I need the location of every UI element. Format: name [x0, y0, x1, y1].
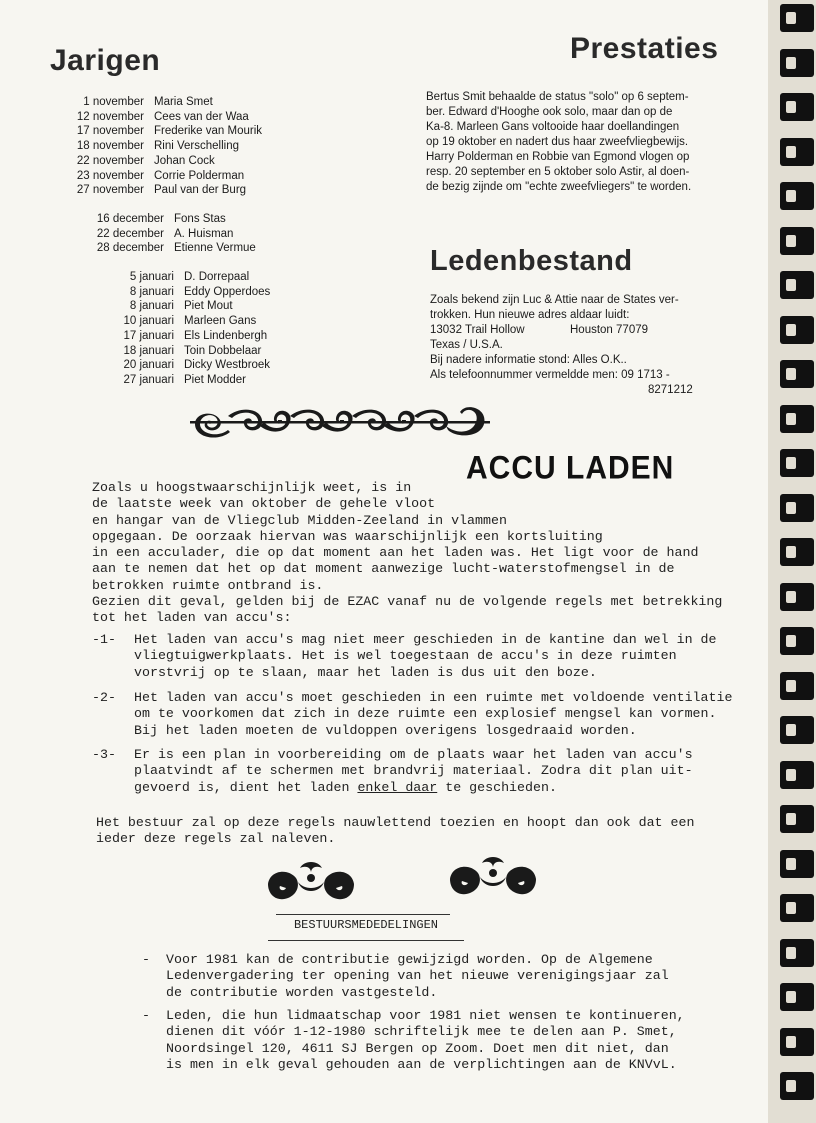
text-line: Zoals bekend zijn Luc & Attie naar de States ver- — [430, 294, 679, 306]
birthday-date: 22 november — [76, 154, 144, 167]
birthday-date: 18 november — [76, 140, 144, 153]
birthday-name: Etienne Vermue — [174, 242, 256, 255]
text-line: om te voorkomen dat zich in deze ruimte een explosief mengsel kan vormen. — [134, 706, 717, 722]
binding-ring — [780, 1072, 814, 1100]
birthday-name: Toin Dobbelaar — [184, 344, 262, 357]
bullet-dash: - — [142, 1008, 150, 1023]
birthday-date: 8 januari — [129, 300, 174, 313]
prestaties-text — [426, 90, 746, 195]
text-line: de laatste week van oktober de gehele vloot — [92, 496, 436, 512]
birthday-name: Corrie Polderman — [154, 169, 245, 182]
text-line: vliegtuigwerkplaats. Het is wel toegestaan de accu's in deze ruimten — [134, 648, 677, 664]
binding-ring — [780, 316, 814, 344]
text-line: resp. 20 september en 5 oktober solo Astir, al doen- — [426, 166, 690, 178]
text-line: op 19 oktober en nadert dus haar zweefvliegbewijs. — [426, 136, 689, 148]
text-line: de contributie worden vastgesteld. — [166, 984, 438, 1000]
glider-emblem-icon — [448, 855, 538, 899]
rule-number: -1- — [92, 632, 116, 647]
birthday-date: 8 januari — [129, 285, 174, 298]
binding-ring — [780, 449, 814, 477]
birthday-date: 1 november — [83, 96, 144, 108]
rule-number: -3- — [92, 747, 116, 762]
binding-ring — [780, 494, 814, 522]
birthday-list-november — [60, 95, 262, 198]
text-line: Noordsingel 120, 4611 SJ Bergen op Zoom. Doet men dit niet, dan — [166, 1040, 669, 1056]
birthday-name: Eddy Opperdoes — [184, 285, 271, 298]
text-line: betrokken ruimte ontbrand is. — [92, 577, 324, 593]
binding-ring — [780, 716, 814, 744]
birthday-name: Piet Mout — [184, 300, 233, 313]
birthday-row — [60, 183, 262, 198]
birthday-row — [60, 110, 262, 125]
birthday-row — [60, 95, 262, 110]
text-line: Ledenvergadering ter opening van het nieuwe verenigingsjaar zal — [166, 968, 669, 984]
birthday-name: Rini Verschelling — [154, 140, 240, 153]
phone-continuation: 8271212 — [648, 384, 693, 396]
binding-ring — [780, 627, 814, 655]
binding-ring — [780, 182, 814, 210]
text-line: Het laden van accu's moet geschieden in een ruimte met voldoende ventilatie — [134, 690, 733, 705]
accu-intro-text — [92, 480, 752, 627]
birthday-row — [80, 212, 256, 227]
binding-ring — [780, 93, 814, 121]
text-line: Harry Polderman en Robbie van Egmond vlogen op — [426, 151, 690, 163]
binding-ring — [780, 227, 814, 255]
text-line: Leden, die hun lidmaatschap voor 1981 niet wensen te kontinueren, — [166, 1008, 685, 1023]
binding-ring — [780, 4, 814, 32]
phone-line: Als telefoonnummer vermeldde men: 09 1713 - — [430, 369, 670, 381]
binding-ring — [780, 271, 814, 299]
birthday-name: Marleen Gans — [184, 315, 257, 328]
binding-ring — [780, 939, 814, 967]
birthday-row — [80, 241, 256, 256]
birthday-name: A. Huisman — [174, 227, 234, 240]
birthday-date: 22 december — [96, 227, 164, 240]
text-line: Er is een plan in voorbereiding om de plaats waar het laden van accu's — [134, 747, 693, 762]
birthday-name: Els Lindenbergh — [184, 329, 268, 342]
binding-ring — [780, 405, 814, 433]
address-street: 13032 Trail Hollow — [430, 324, 525, 336]
birthday-row — [100, 314, 270, 329]
binding-ring — [780, 538, 814, 566]
ornament-divider — [190, 404, 490, 440]
birthday-name: Fons Stas — [174, 213, 226, 225]
binding-ring — [780, 49, 814, 77]
birthday-row — [80, 227, 256, 242]
binding-ring — [780, 1028, 814, 1056]
binding-ring — [780, 761, 814, 789]
text-line: Bertus Smit behaalde de status "solo" op 6 septem- — [426, 91, 689, 103]
birthday-date: 10 januari — [123, 315, 174, 328]
birthday-row — [60, 139, 262, 154]
accu-laden-heading: ACCU LADEN — [466, 450, 675, 487]
heading-rule-bottom — [268, 940, 464, 941]
text-line: de bezig zijnde om "echte zweefvliegers" te worden. — [426, 181, 692, 193]
birthday-name: Frederike van Mourik — [154, 125, 263, 138]
birthday-date: 27 november — [76, 184, 144, 197]
prestaties-heading: Prestaties — [570, 32, 719, 65]
birthday-name: Cees van der Waa — [154, 110, 249, 123]
birthday-date: 17 november — [76, 125, 144, 138]
binding-ring — [780, 583, 814, 611]
text-line: Bij nadere informatie stond: Alles O.K.. — [430, 354, 627, 366]
binding-ring — [780, 672, 814, 700]
text-line: tot het laden van accu's: — [92, 610, 292, 626]
birthday-row — [100, 373, 270, 388]
text-line: aan te nemen dat het op dat moment aanwezige lucht-waterstofmengsel in de — [92, 561, 675, 577]
birthday-name: Paul van der Burg — [154, 184, 247, 197]
text-line: Voor 1981 kan de contributie gewijzigd worden. Op de Algemene — [166, 952, 653, 967]
accu-closing-text — [96, 815, 756, 848]
text-line: Ka-8. Marleen Gans voltooide haar doellandingen — [426, 121, 680, 133]
birthday-date: 12 november — [76, 110, 144, 123]
birthday-name: D. Dorrepaal — [184, 271, 250, 283]
binding-ring — [780, 360, 814, 388]
text-line — [134, 780, 754, 796]
birthday-row — [100, 299, 270, 314]
text-line: trokken. Hun nieuwe adres aldaar luidt: — [430, 309, 630, 321]
birthday-list-december — [80, 212, 256, 256]
birthday-date: 16 december — [96, 213, 164, 225]
birthday-name: Johan Cock — [154, 154, 215, 167]
birthday-list-januari — [100, 270, 270, 388]
bestuursmededelingen-heading: BESTUURSMEDEDELINGEN — [293, 918, 439, 932]
binding-ring — [780, 894, 814, 922]
text-line: Bij het laden moeten de vuldoppen overigens losgedraaid worden. — [134, 722, 637, 738]
text-fragment: te geschieden. — [437, 779, 557, 795]
text-line: Het bestuur zal op deze regels nauwlettend toezien en hoopt dan ook dat een — [96, 815, 695, 830]
birthday-name: Maria Smet — [154, 96, 213, 108]
binding-ring — [780, 850, 814, 878]
address-country: Texas / U.S.A. — [430, 339, 503, 351]
birthday-row — [60, 154, 262, 169]
address-line — [430, 323, 730, 338]
bullet-dash: - — [142, 952, 150, 967]
text-line: Het laden van accu's mag niet meer geschieden in de kantine dan wel in de — [134, 632, 717, 647]
text-line: vorstvrij op te slaan, maar het laden is dus uit den boze. — [134, 664, 597, 680]
text-line: Gezien dit geval, gelden bij de EZAC vanaf nu de volgende regels met betrekking — [92, 594, 723, 610]
birthday-name: Piet Modder — [184, 373, 247, 386]
birthday-name: Dicky Westbroek — [184, 359, 271, 372]
text-line: in een acculader, die op dat moment aan het laden was. Het ligt voor de hand — [92, 545, 699, 561]
address-city: Houston 77079 — [570, 324, 649, 336]
ledenbestand-heading: Ledenbestand — [430, 245, 633, 277]
text-line: dienen dit vóór 1-12-1980 schriftelijk mee te delen aan P. Smet, — [166, 1024, 677, 1040]
text-line: opgegaan. De oorzaak hiervan was waarschijnlijk een kortsluiting — [92, 528, 603, 544]
birthday-date: 27 januari — [123, 373, 174, 386]
birthday-date: 18 januari — [123, 344, 174, 357]
jarigen-heading: Jarigen — [50, 44, 161, 77]
birthday-date: 23 november — [76, 169, 144, 182]
birthday-date: 5 januari — [129, 271, 174, 283]
birthday-row — [60, 169, 262, 184]
text-line: Zoals u hoogstwaarschijnlijk weet, is in — [92, 480, 412, 495]
birthday-row — [60, 124, 262, 139]
text-line: plaatvindt af te schermen met brandvrij materiaal. Zodra dit plan uit- — [134, 763, 693, 779]
birthday-row — [100, 285, 270, 300]
birthday-row — [100, 344, 270, 359]
heading-rule-top — [276, 914, 450, 915]
birthday-date: 20 januari — [123, 359, 174, 372]
text-line: is men in elk geval gehouden aan de verplichtingen aan de KNVvL. — [166, 1056, 677, 1072]
binding-ring — [780, 805, 814, 833]
birthday-row — [100, 329, 270, 344]
birthday-date: 17 januari — [123, 329, 174, 342]
ledenbestand-text — [430, 293, 730, 398]
text-line: ber. Edward d'Hooghe ook solo, maar dan op de — [426, 106, 673, 118]
text-line: ieder deze regels zal naleven. — [96, 831, 336, 847]
binding-ring — [780, 138, 814, 166]
birthday-row — [100, 270, 270, 285]
text-line: en hangar van de Vliegclub Midden-Zeeland in vlammen — [92, 512, 507, 528]
binding-ring — [780, 983, 814, 1011]
text-fragment: gevoerd is, dient het laden — [134, 779, 358, 795]
rule-number: -2- — [92, 690, 116, 705]
birthday-date: 28 december — [96, 242, 164, 255]
underlined-text: enkel daar — [357, 779, 438, 795]
birthday-row — [100, 358, 270, 373]
spiral-binding — [768, 0, 816, 1123]
glider-emblem-icon — [266, 860, 356, 904]
